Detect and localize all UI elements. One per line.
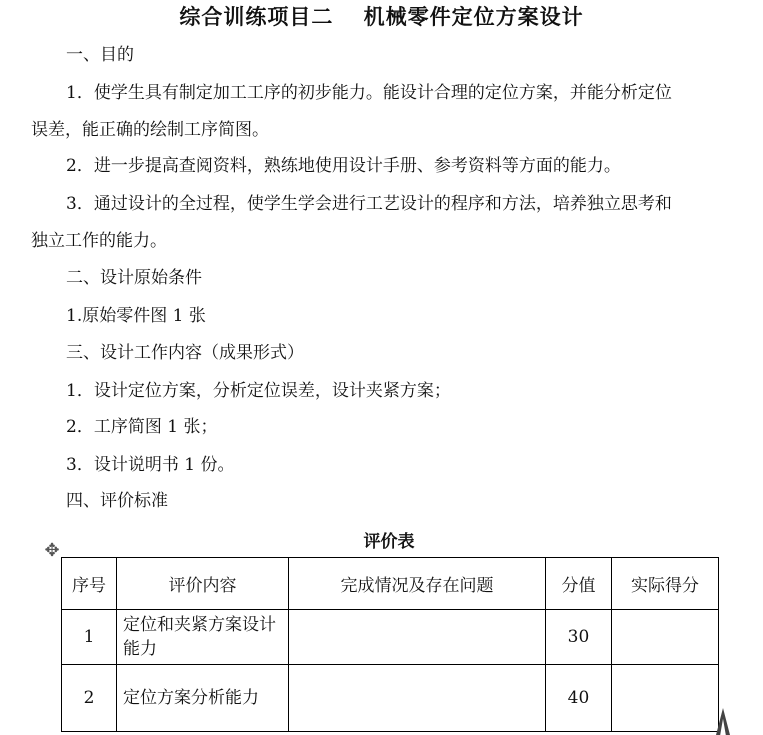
content-item-3: 3．设计说明书 1 份。 xyxy=(66,455,235,475)
evaluation-table xyxy=(61,557,719,732)
purpose-heading: 一、目的 xyxy=(66,45,134,65)
table-header-row xyxy=(62,558,719,610)
row-status-cell[interactable] xyxy=(289,665,546,732)
content-item-1: 1．设计定位方案，分析定位误差，设计夹紧方案； xyxy=(66,381,451,401)
header-score: 分值 xyxy=(546,558,612,610)
row-actual-cell[interactable] xyxy=(612,665,719,732)
row-no: 2 xyxy=(62,665,117,732)
table-title: 评价表 xyxy=(363,532,415,552)
purpose-item-2: 2．进一步提高查阅资料，熟练地使用设计手册、参考资料等方面的能力。 xyxy=(66,156,621,176)
purpose-item-1: 1．使学生具有制定加工工序的初步能力。能设计合理的定位方案，并能分析定位 xyxy=(66,83,672,103)
row-status-cell[interactable] xyxy=(289,610,546,665)
row-score: 40 xyxy=(546,665,612,732)
row-score: 30 xyxy=(546,610,612,665)
document-title: 综合训练项目二 机械零件定位方案设计 xyxy=(179,4,584,29)
table-row xyxy=(62,610,719,665)
criteria-heading: 四、评价标准 xyxy=(66,491,168,511)
content-item-2: 2．工序简图 1 张； xyxy=(66,417,218,437)
purpose-item-3: 3．通过设计的全过程，使学生学会进行工艺设计的程序和方法，培养独立思考和 xyxy=(66,194,672,214)
header-actual: 实际得分 xyxy=(612,558,719,610)
header-item: 评价内容 xyxy=(117,558,289,610)
row-no: 1 xyxy=(62,610,117,665)
conditions-heading: 二、设计原始条件 xyxy=(66,268,202,288)
table-move-handle-icon[interactable]: ✥ xyxy=(44,540,60,561)
purpose-item-1-cont: 误差，能正确的绘制工序简图。 xyxy=(31,120,269,140)
header-no: 序号 xyxy=(62,558,117,610)
row-actual-cell[interactable] xyxy=(612,610,719,665)
content-heading: 三、设计工作内容（成果形式） xyxy=(66,343,304,363)
table-row xyxy=(62,665,719,732)
row-item: 定位和夹紧方案设计能力 xyxy=(117,610,289,665)
header-status: 完成情况及存在问题 xyxy=(289,558,546,610)
conditions-item-1: 1.原始零件图 1 张 xyxy=(66,306,206,326)
row-item: 定位方案分析能力 xyxy=(117,665,289,732)
purpose-item-3-cont: 独立工作的能力。 xyxy=(31,231,167,251)
